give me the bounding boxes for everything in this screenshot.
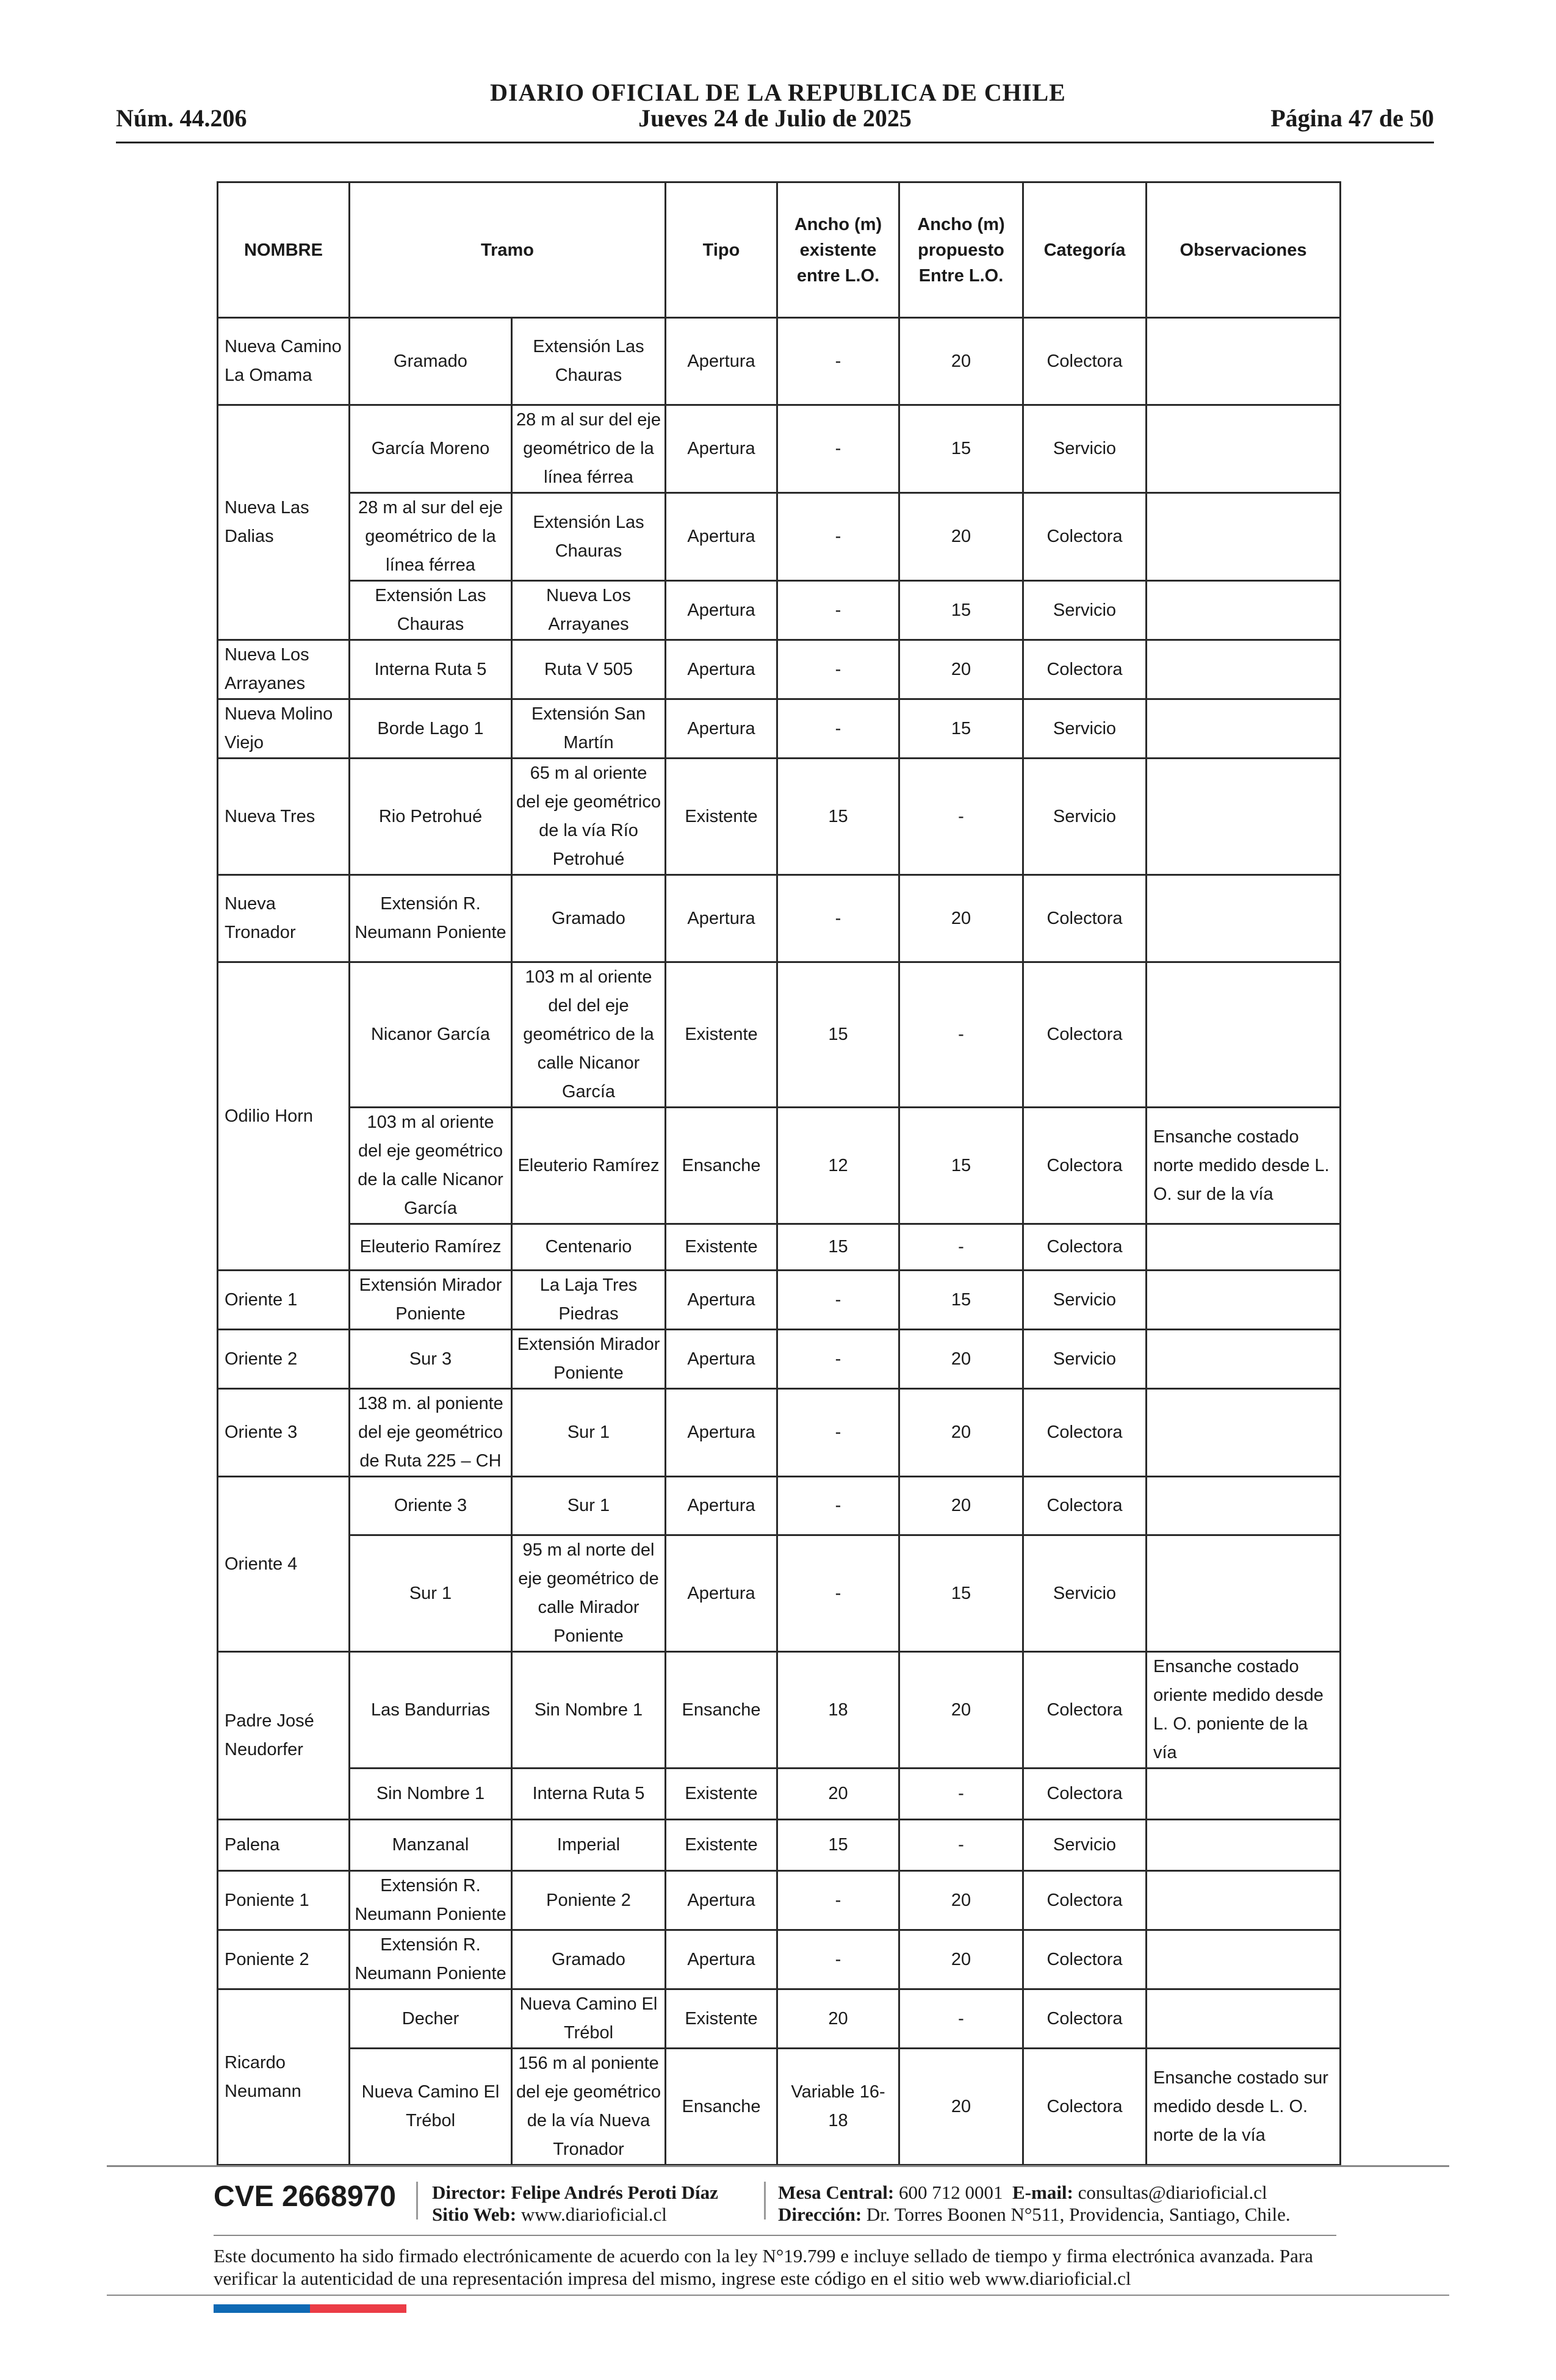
cell-tramo-to: Imperial	[512, 1820, 666, 1871]
cell-observaciones	[1147, 962, 1341, 1108]
cell-tramo-to: Centenario	[512, 1224, 666, 1271]
cell-ancho-propuesto: -	[899, 962, 1023, 1108]
cell-observaciones	[1147, 1989, 1341, 2049]
cell-ancho-propuesto: -	[899, 1989, 1023, 2049]
cell-ancho-existente: -	[777, 875, 899, 962]
cell-tramo-to: Interna Ruta 5	[512, 1769, 666, 1820]
cell-tramo-from: Oriente 3	[350, 1477, 512, 1535]
cell-tramo-from: Sin Nombre 1	[350, 1769, 512, 1820]
cell-observaciones	[1147, 1930, 1341, 1989]
table-row	[218, 493, 1341, 581]
col-header-ancho-existente: Ancho (m) existente entre L.O.	[777, 182, 899, 318]
cell-tramo-to: Extensión Las Chauras	[512, 493, 666, 581]
cell-ancho-propuesto: 15	[899, 1108, 1023, 1224]
cell-categoria: Colectora	[1023, 1769, 1147, 1820]
table-row	[218, 1108, 1341, 1224]
cell-tramo-from: 103 m al oriente del eje geométrico de la calle Nicanor García	[350, 1108, 512, 1224]
cell-categoria: Servicio	[1023, 1535, 1147, 1652]
cell-tramo-from: Extensión R. Neumann Poniente	[350, 1930, 512, 1989]
cell-tramo-from: Extensión Mirador Poniente	[350, 1271, 512, 1330]
cell-categoria: Colectora	[1023, 962, 1147, 1108]
cell-observaciones	[1147, 493, 1341, 581]
cell-nombre: Poniente 2	[218, 1930, 350, 1989]
cell-ancho-propuesto: -	[899, 1224, 1023, 1271]
cell-tramo-to: La Laja Tres Piedras	[512, 1271, 666, 1330]
table-row	[218, 962, 1341, 1108]
cell-nombre: Nueva Camino La Omama	[218, 318, 350, 405]
cell-tramo-from: Extensión R. Neumann Poniente	[350, 875, 512, 962]
cell-tipo: Apertura	[666, 1930, 777, 1989]
cell-ancho-propuesto: -	[899, 759, 1023, 875]
web-link[interactable]: www.diarioficial.cl	[520, 2204, 667, 2225]
cell-nombre: Oriente 2	[218, 1330, 350, 1389]
cell-nombre: Oriente 4	[218, 1477, 350, 1652]
cve-code: CVE 2668970	[214, 2180, 396, 2213]
cell-tramo-from: Sur 3	[350, 1330, 512, 1389]
cell-tramo-to: Ruta V 505	[512, 640, 666, 699]
cell-observaciones	[1147, 581, 1341, 640]
cell-categoria: Servicio	[1023, 699, 1147, 759]
cell-categoria: Colectora	[1023, 493, 1147, 581]
cell-categoria: Colectora	[1023, 1224, 1147, 1271]
cell-tramo-to: 95 m al norte del eje geométrico de calle Mirador Poniente	[512, 1535, 666, 1652]
cell-tipo: Existente	[666, 759, 777, 875]
table-header-row	[218, 182, 1341, 318]
cell-tipo: Apertura	[666, 699, 777, 759]
footer-separator	[416, 2182, 418, 2220]
director-label: Director:	[432, 2182, 506, 2203]
table-row	[218, 2049, 1341, 2165]
cell-ancho-existente: -	[777, 1930, 899, 1989]
director-name: Felipe Andrés Peroti Díaz	[511, 2182, 718, 2203]
cell-ancho-existente: 18	[777, 1652, 899, 1769]
cell-observaciones	[1147, 699, 1341, 759]
cell-ancho-existente: -	[777, 581, 899, 640]
cell-categoria: Servicio	[1023, 759, 1147, 875]
cell-ancho-propuesto: 15	[899, 699, 1023, 759]
footer-divider	[107, 2165, 1449, 2167]
cell-ancho-existente: 15	[777, 759, 899, 875]
cell-tramo-to: Poniente 2	[512, 1871, 666, 1930]
cell-ancho-propuesto: 20	[899, 640, 1023, 699]
cell-observaciones	[1147, 640, 1341, 699]
cell-observaciones	[1147, 875, 1341, 962]
cell-nombre: Poniente 1	[218, 1871, 350, 1930]
direccion-label: Dirección:	[778, 2204, 862, 2225]
cell-categoria: Colectora	[1023, 318, 1147, 405]
cell-nombre: Palena	[218, 1820, 350, 1871]
cell-tipo: Apertura	[666, 493, 777, 581]
col-header-categoria: Categoría	[1023, 182, 1147, 318]
cell-ancho-existente: 12	[777, 1108, 899, 1224]
cell-tipo: Existente	[666, 962, 777, 1108]
issue-date: Jueves 24 de Julio de 2025	[638, 104, 912, 132]
road-table	[217, 181, 1341, 2166]
cell-ancho-propuesto: 20	[899, 318, 1023, 405]
cell-tramo-from: Gramado	[350, 318, 512, 405]
cell-ancho-existente: -	[777, 1271, 899, 1330]
cell-categoria: Servicio	[1023, 405, 1147, 493]
table-row	[218, 1820, 1341, 1871]
table-row	[218, 1769, 1341, 1820]
cell-ancho-propuesto: 20	[899, 493, 1023, 581]
cell-categoria: Colectora	[1023, 875, 1147, 962]
col-header-tramo: Tramo	[350, 182, 666, 318]
cell-ancho-propuesto: 20	[899, 1477, 1023, 1535]
table-row	[218, 1871, 1341, 1930]
cell-ancho-propuesto: -	[899, 1769, 1023, 1820]
mesa-label: Mesa Central:	[778, 2182, 895, 2203]
cell-ancho-existente: 20	[777, 1989, 899, 2049]
cell-observaciones	[1147, 1769, 1341, 1820]
cell-ancho-existente: -	[777, 1389, 899, 1477]
table-row	[218, 1477, 1341, 1535]
cell-observaciones	[1147, 1477, 1341, 1535]
cell-categoria: Colectora	[1023, 1930, 1147, 1989]
cell-ancho-propuesto: 20	[899, 1871, 1023, 1930]
cell-nombre: Oriente 1	[218, 1271, 350, 1330]
cell-nombre: Ricardo Neumann	[218, 1989, 350, 2165]
cell-ancho-existente: 15	[777, 1820, 899, 1871]
table-row	[218, 1224, 1341, 1271]
table-row	[218, 318, 1341, 405]
cell-categoria: Servicio	[1023, 1271, 1147, 1330]
cell-tramo-from: Extensión Las Chauras	[350, 581, 512, 640]
cell-categoria: Servicio	[1023, 1820, 1147, 1871]
table-row	[218, 405, 1341, 493]
email-label: E-mail:	[1012, 2182, 1073, 2203]
director-block	[432, 2182, 718, 2226]
direccion-text: Dr. Torres Boonen N°511, Providencia, Santiago, Chile.	[866, 2204, 1291, 2225]
cell-ancho-existente: -	[777, 405, 899, 493]
col-header-tipo: Tipo	[666, 182, 777, 318]
cell-tramo-to: Gramado	[512, 875, 666, 962]
table-row	[218, 1652, 1341, 1769]
cell-ancho-propuesto: 20	[899, 1330, 1023, 1389]
cell-categoria: Colectora	[1023, 1652, 1147, 1769]
cell-ancho-existente: -	[777, 1477, 899, 1535]
legal-notice: Este documento ha sido firmado electrónicamente de acuerdo con la ley N°19.799 e incluye sellado de tiempo y firma electrónica avanzada. Para verificar la autenticidad de una representación impresa del mismo, ingrese este código en el sitio web www.diarioficial.cl	[214, 2245, 1313, 2289]
cell-observaciones	[1147, 1224, 1341, 1271]
cell-tramo-to: Extensión Las Chauras	[512, 318, 666, 405]
cell-tramo-from: Nicanor García	[350, 962, 512, 1108]
cell-tipo: Apertura	[666, 1271, 777, 1330]
cell-categoria: Colectora	[1023, 1871, 1147, 1930]
cell-tramo-from: 28 m al sur del eje geométrico de la línea férrea	[350, 493, 512, 581]
table-row	[218, 1330, 1341, 1389]
cell-tramo-to: Sin Nombre 1	[512, 1652, 666, 1769]
cell-tramo-to: 65 m al oriente del eje geométrico de la vía Río Petrohué	[512, 759, 666, 875]
cell-observaciones	[1147, 318, 1341, 405]
cell-tipo: Apertura	[666, 640, 777, 699]
cell-tramo-to: 103 m al oriente del del eje geométrico de la calle Nicanor García	[512, 962, 666, 1108]
cell-tipo: Existente	[666, 1989, 777, 2049]
cell-tramo-to: 156 m al poniente del eje geométrico de la vía Nueva Tronador	[512, 2049, 666, 2165]
table-row	[218, 875, 1341, 962]
cell-ancho-propuesto: 15	[899, 581, 1023, 640]
cell-ancho-existente: -	[777, 493, 899, 581]
cell-tramo-to: Nueva Los Arrayanes	[512, 581, 666, 640]
cell-nombre: Nueva Tres	[218, 759, 350, 875]
cell-observaciones	[1147, 1535, 1341, 1652]
contact-block	[778, 2182, 1291, 2226]
cell-ancho-existente: -	[777, 1535, 899, 1652]
cell-tipo: Apertura	[666, 405, 777, 493]
col-header-observaciones: Observaciones	[1147, 182, 1341, 318]
cell-observaciones: Ensanche costado oriente medido desde L. O. poniente de la vía	[1147, 1652, 1341, 1769]
cell-categoria: Colectora	[1023, 2049, 1147, 2165]
cell-tramo-from: Las Bandurrias	[350, 1652, 512, 1769]
col-header-ancho-propuesto: Ancho (m) propuesto Entre L.O.	[899, 182, 1023, 318]
cell-ancho-existente: Variable 16-18	[777, 2049, 899, 2165]
cell-tipo: Existente	[666, 1224, 777, 1271]
issue-number: Núm. 44.206	[116, 104, 247, 132]
table-row	[218, 1930, 1341, 1989]
cell-observaciones	[1147, 1389, 1341, 1477]
cell-tramo-from: Interna Ruta 5	[350, 640, 512, 699]
web-label: Sitio Web:	[432, 2204, 517, 2225]
cell-tramo-to: Eleuterio Ramírez	[512, 1108, 666, 1224]
cell-tramo-from: Rio Petrohué	[350, 759, 512, 875]
cell-ancho-existente: 15	[777, 962, 899, 1108]
cell-tramo-from: Borde Lago 1	[350, 699, 512, 759]
cell-observaciones	[1147, 1330, 1341, 1389]
table-row	[218, 1535, 1341, 1652]
footer-divider	[214, 2235, 1336, 2236]
cell-ancho-propuesto: 20	[899, 1389, 1023, 1477]
flag-stripe-red	[310, 2304, 406, 2313]
cell-ancho-existente: -	[777, 1871, 899, 1930]
cell-ancho-existente: -	[777, 318, 899, 405]
page-number: Página 47 de 50	[1270, 104, 1434, 132]
cell-ancho-existente: -	[777, 699, 899, 759]
header-row	[116, 104, 1434, 140]
cell-nombre: Nueva Las Dalias	[218, 405, 350, 640]
footer-separator	[764, 2182, 766, 2220]
cell-tramo-to: 28 m al sur del eje geométrico de la línea férrea	[512, 405, 666, 493]
cell-categoria: Colectora	[1023, 1108, 1147, 1224]
gazette-title: DIARIO OFICIAL DE LA REPUBLICA DE CHILE	[490, 79, 1066, 106]
cell-tipo: Apertura	[666, 581, 777, 640]
cell-observaciones	[1147, 759, 1341, 875]
cell-tramo-from: Decher	[350, 1989, 512, 2049]
cell-tramo-from: Nueva Camino El Trébol	[350, 2049, 512, 2165]
cell-tipo: Existente	[666, 1820, 777, 1871]
cell-nombre: Nueva Molino Viejo	[218, 699, 350, 759]
cell-tipo: Apertura	[666, 1477, 777, 1535]
table-row	[218, 1389, 1341, 1477]
cell-tipo: Apertura	[666, 1330, 777, 1389]
flag-stripe-blue	[214, 2304, 310, 2313]
cell-tramo-to: Sur 1	[512, 1389, 666, 1477]
header-divider	[116, 142, 1434, 143]
cell-tipo: Apertura	[666, 1389, 777, 1477]
cell-tramo-to: Gramado	[512, 1930, 666, 1989]
cell-ancho-propuesto: 20	[899, 2049, 1023, 2165]
cell-tramo-from: García Moreno	[350, 405, 512, 493]
cell-nombre: Oriente 3	[218, 1389, 350, 1477]
cell-categoria: Colectora	[1023, 1389, 1147, 1477]
cell-nombre: Padre José Neudorfer	[218, 1652, 350, 1820]
cell-tramo-from: 138 m. al poniente del eje geométrico de Ruta 225 – CH	[350, 1389, 512, 1477]
cell-categoria: Colectora	[1023, 1477, 1147, 1535]
cell-tramo-to: Sur 1	[512, 1477, 666, 1535]
cell-ancho-propuesto: 20	[899, 1930, 1023, 1989]
cell-categoria: Colectora	[1023, 1989, 1147, 2049]
cell-observaciones	[1147, 1871, 1341, 1930]
table-row	[218, 759, 1341, 875]
cell-ancho-propuesto: 20	[899, 875, 1023, 962]
cell-tramo-to: Nueva Camino El Trébol	[512, 1989, 666, 2049]
cell-ancho-existente: -	[777, 640, 899, 699]
cell-ancho-existente: 20	[777, 1769, 899, 1820]
col-header-nombre: NOMBRE	[218, 182, 350, 318]
cell-nombre: Nueva Tronador	[218, 875, 350, 962]
cell-tipo: Existente	[666, 1769, 777, 1820]
cell-observaciones: Ensanche costado sur medido desde L. O. norte de la vía	[1147, 2049, 1341, 2165]
cell-ancho-propuesto: 15	[899, 405, 1023, 493]
table-row	[218, 581, 1341, 640]
table-row	[218, 640, 1341, 699]
cell-ancho-propuesto: -	[899, 1820, 1023, 1871]
cell-observaciones	[1147, 405, 1341, 493]
cell-ancho-propuesto: 15	[899, 1271, 1023, 1330]
cell-ancho-existente: -	[777, 1330, 899, 1389]
table-row	[218, 1989, 1341, 2049]
mesa-phone: 600 712 0001	[899, 2182, 1003, 2203]
cell-nombre: Nueva Los Arrayanes	[218, 640, 350, 699]
footer-divider	[107, 2295, 1449, 2296]
cell-ancho-existente: 15	[777, 1224, 899, 1271]
cell-tramo-to: Extensión San Martín	[512, 699, 666, 759]
table-row	[218, 699, 1341, 759]
cell-categoria: Servicio	[1023, 581, 1147, 640]
cell-tramo-from: Extensión R. Neumann Poniente	[350, 1871, 512, 1930]
cell-observaciones	[1147, 1820, 1341, 1871]
cell-tipo: Apertura	[666, 1535, 777, 1652]
cell-observaciones	[1147, 1271, 1341, 1330]
cell-tipo: Ensanche	[666, 1108, 777, 1224]
cell-tramo-to: Extensión Mirador Poniente	[512, 1330, 666, 1389]
cell-tramo-from: Eleuterio Ramírez	[350, 1224, 512, 1271]
cell-tipo: Apertura	[666, 1871, 777, 1930]
cell-tipo: Ensanche	[666, 2049, 777, 2165]
cell-ancho-propuesto: 15	[899, 1535, 1023, 1652]
cell-categoria: Servicio	[1023, 1330, 1147, 1389]
cell-nombre: Odilio Horn	[218, 962, 350, 1271]
email-link[interactable]: consultas@diarioficial.cl	[1078, 2182, 1267, 2203]
cell-tipo: Apertura	[666, 318, 777, 405]
cell-categoria: Colectora	[1023, 640, 1147, 699]
cell-tipo: Ensanche	[666, 1652, 777, 1769]
cell-observaciones: Ensanche costado norte medido desde L. O. sur de la vía	[1147, 1108, 1341, 1224]
cell-tramo-from: Sur 1	[350, 1535, 512, 1652]
cell-tipo: Apertura	[666, 875, 777, 962]
cell-ancho-propuesto: 20	[899, 1652, 1023, 1769]
cell-tramo-from: Manzanal	[350, 1820, 512, 1871]
table-row	[218, 1271, 1341, 1330]
